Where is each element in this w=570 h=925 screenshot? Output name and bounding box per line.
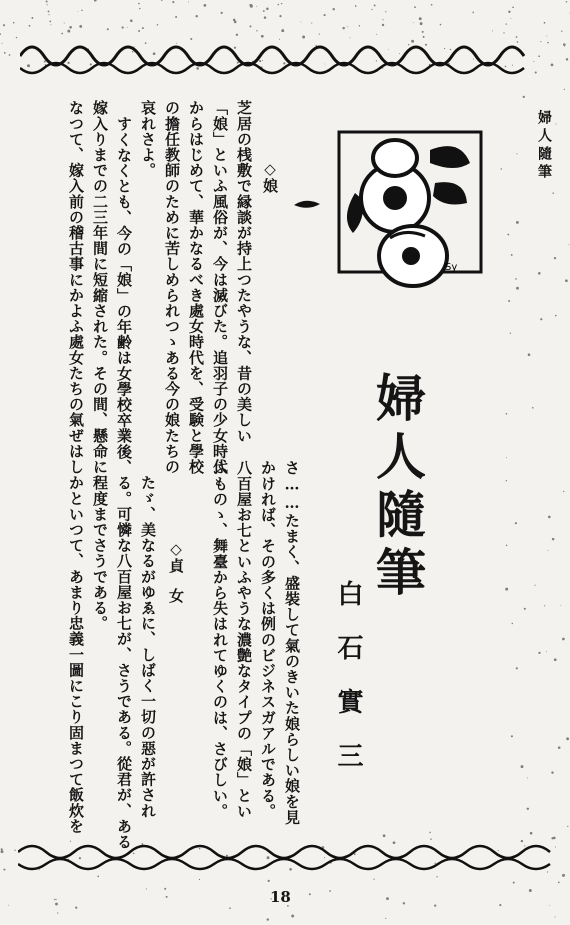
- ink-mark: [292, 195, 322, 213]
- running-head: 婦人隨筆: [536, 110, 552, 182]
- section3-line-2: る。可憐な八百屋お七が、さうである。從君が、ある: [115, 475, 133, 850]
- section1-line-6: すくなくとも、今の「娘」の年齢は女學校卒業後、: [115, 116, 133, 475]
- article-title: 婦人隨筆: [368, 372, 427, 604]
- section1-line-5: 哀れさよ。: [139, 100, 157, 178]
- decorative-top-border: [20, 28, 530, 88]
- section2-line-4: ふものゝ、舞臺から失はれてゆくのは、さびしい。: [211, 460, 229, 819]
- section1-line-8: なつて、嫁入前の稽古事にかよふ處女たちの氣ぜはし: [67, 100, 85, 475]
- section-heading-musume: ◇娘: [261, 160, 279, 193]
- section-heading-teijo: ◇貞 女: [167, 540, 185, 603]
- section2-line-2: かければ、その多くは例のビジネスガアルである。: [259, 460, 277, 819]
- page-number: 18: [270, 888, 291, 906]
- section1-line-3: からはじめて、華かなるべき處女時代を、受験と學校: [187, 100, 205, 475]
- section3-line-4: かといつて、あまり忠義一圖にこり固まつて飯炊を: [67, 475, 85, 834]
- section1-line-1: 芝居の桟敷で縁談が持上つたやうな、昔の美しい: [235, 100, 253, 444]
- section1-line-4: の擔任教師のために苦しめられつゝある今の娘たちの: [163, 100, 181, 475]
- flower-illustration: [335, 128, 485, 293]
- illustration-signature: Sy: [445, 262, 458, 273]
- section2-line-3: 八百屋お七といふやうな濃艶なタイプの「娘」とい: [235, 460, 253, 819]
- section2-line-1: さ……たまく、盛裝して氣のきいた娘らしい娘を見: [283, 460, 301, 825]
- decorative-bottom-border: [18, 840, 553, 880]
- section1-line-7: 嫁入りまでの二三年間に短縮された。その間、懸命に: [91, 100, 109, 475]
- author-name: 白石實三: [333, 580, 363, 796]
- section3-line-3: 程度までさうである。: [91, 475, 109, 631]
- section1-line-2: 「娘」といふ風俗が、今は滅びた。追羽子の少女時代: [211, 100, 229, 475]
- section3-line-1: たゞ、美なるがゆゑに、しばく一切の惡が許され: [139, 475, 157, 819]
